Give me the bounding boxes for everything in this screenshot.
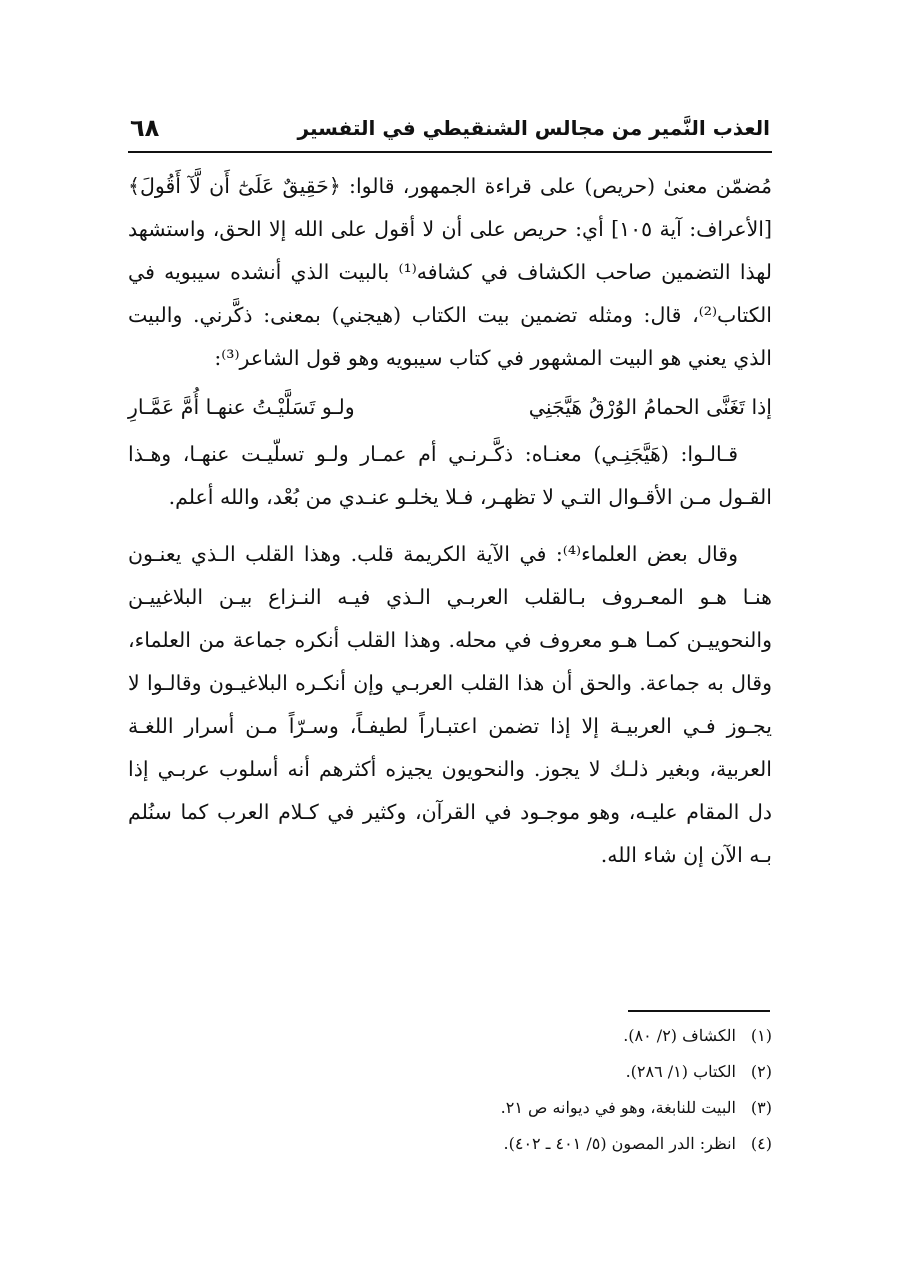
verse-first-hemistich: إذا تَغَنَّى الحمامُ الوُرْقُ هَيَّجَنِي xyxy=(528,395,772,419)
paragraph-3: وقال بعض العلماء⁽⁴⁾: في الآية الكريمة قلب. وهذا القلب الـذي يعنـون هنـا هـو المعـروف بـالقلب العربـي الـذي فيـه النـزاع بيـن البلاغييـن والنحوييـن كمـا هـو معروف في محله. وهذا القلب أنكره جماعة من العلماء، وقال به جماعة. والحق أن هذا القلب العربـي وإن أنكـره البلاغيـون وقالـوا لا يجـوز فـي العربيـة إلا إذا تضمن اعتبـاراً لطيفـاً، وسـرّاً مـن أسرار اللغـة العربية، وبغير ذلـك لا يجوز. والنحويون يجيزه أكثرهم أنه أسلوب عربـي إذا دل المقام عليـه، وهو موجـود في القرآن، وكثير في كـلام العرب كما سنُلم بـه الآن إن شاء الله. xyxy=(128,542,772,867)
poetry-verse xyxy=(128,386,772,429)
paragraph-1: مُضمّن معنىٰ (حريص) على قراءة الجمهور، قالوا: ﴿حَقِيقٌ عَلَىٰٓ أَن لَّآ أَقُولَ﴾ [الأعراف: آية ١٠٥] أي: حريص على أن لا أقول على الله إلا الحق، واستشهد لهذا التضمين صاحب الكشاف في كشافه⁽¹⁾ بالبيت الذي أنشده سيبويه في الكتاب⁽²⁾، قال: ومثله تضمين بيت الكتاب (هيجني) بمعنى: ذكَّرني. والبيت الذي يعني هو البيت المشهور في كتاب سيبويه وهو قول الشاعر⁽³⁾: xyxy=(128,174,772,370)
header-divider xyxy=(128,151,772,153)
footnote xyxy=(128,1054,772,1090)
footnote-text: الكتاب (١/ ٢٨٦). xyxy=(625,1062,736,1081)
footnote-number: (١) xyxy=(750,1026,772,1045)
footnote-number: (٢) xyxy=(750,1062,772,1081)
footnote-number: (٤) xyxy=(750,1134,772,1153)
footnote xyxy=(128,1018,772,1054)
footnote xyxy=(128,1090,772,1126)
footnote-number: (٣) xyxy=(750,1098,772,1117)
footnote-text: البيت للنابغة، وهو في ديوانه ص ٢١. xyxy=(500,1098,736,1117)
footnote-text: الكشاف (٢/ ٨٠). xyxy=(623,1026,736,1045)
footnote xyxy=(128,1126,772,1162)
main-text xyxy=(128,165,772,877)
footnote-text: انظر: الدر المصون (٥/ ٤٠١ ـ ٤٠٢). xyxy=(503,1134,736,1153)
verse-second-hemistich: ولـو تَسَلَّيْـتُ عنهـا أُمَّ عَمَّـارِ xyxy=(128,395,355,419)
header-title: العذب النَّمير من مجالس الشنقيطي في التفسير xyxy=(297,116,770,140)
footnotes xyxy=(128,1018,772,1162)
page-number: ٦٨ xyxy=(130,114,160,142)
paragraph-2: قـالـوا: (هَيَّجَنِـي) معنـاه: ذكَّـرنـي أم عمـار ولـو تسلّيـت عنهـا، وهـذا القـول مـن الأقـوال التـي لا تظهـر، فـلا يخلـو عنـدي من بُعْد، والله أعلم. xyxy=(128,442,772,509)
footnote-divider xyxy=(628,1010,770,1012)
running-header xyxy=(130,108,770,148)
